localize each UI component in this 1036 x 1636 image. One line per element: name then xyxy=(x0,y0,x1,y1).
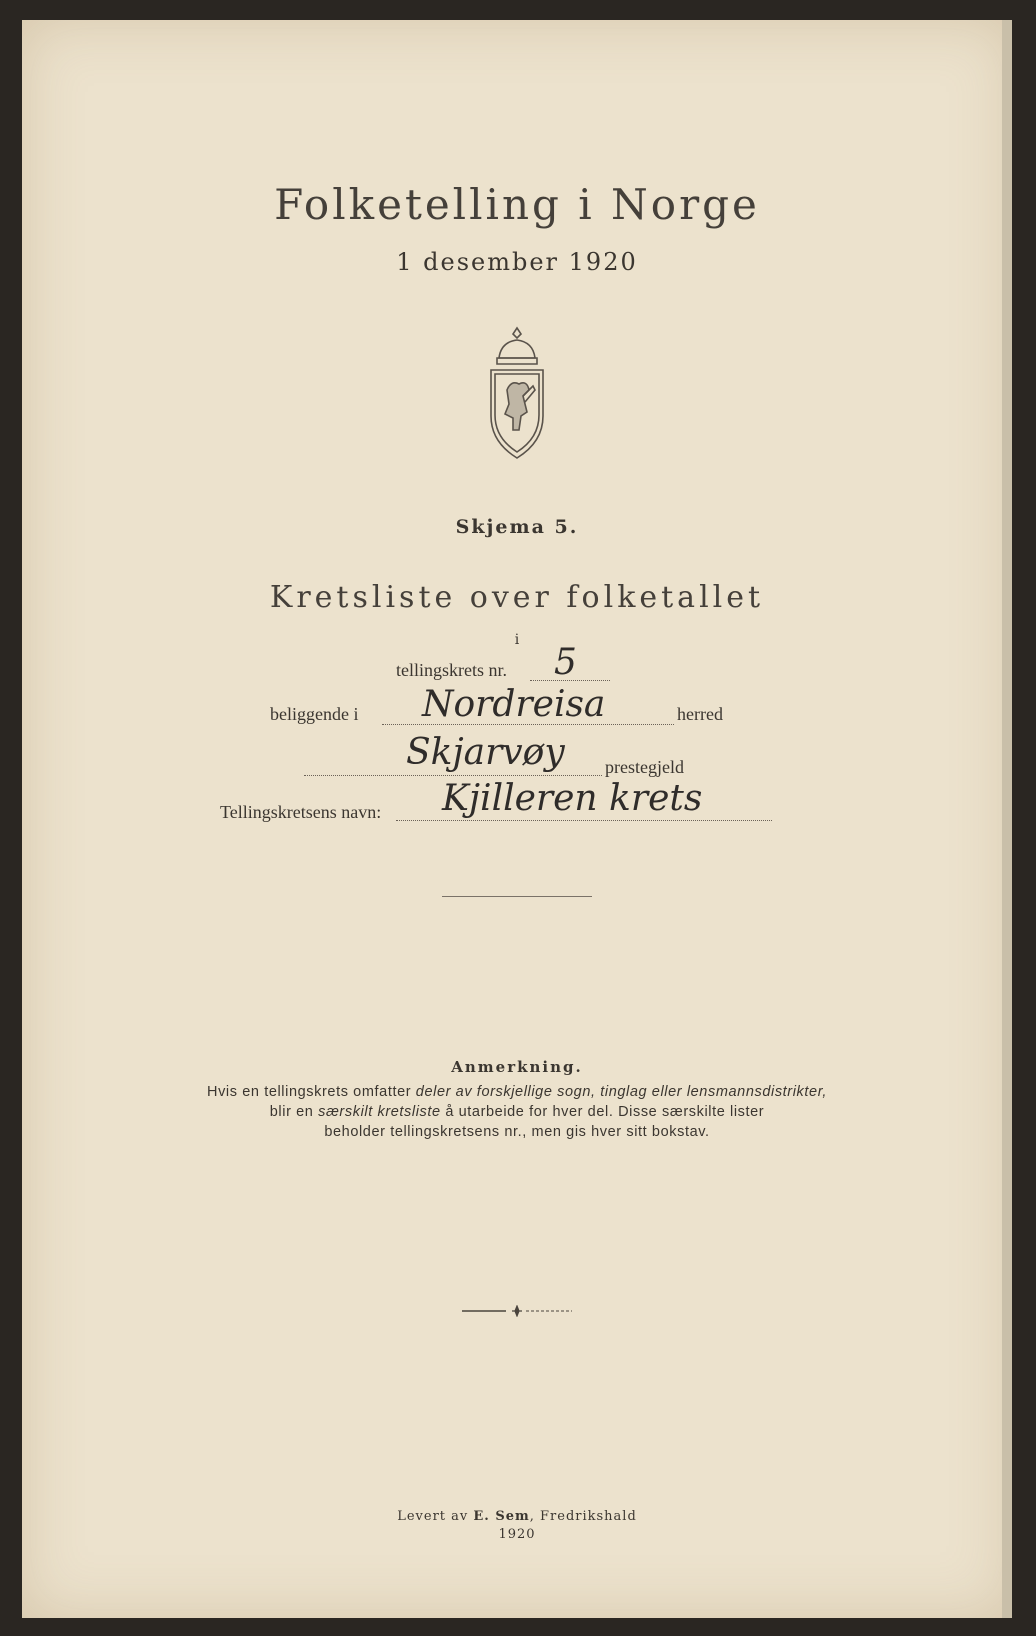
census-form-page xyxy=(22,20,1012,1618)
ornament-divider-icon xyxy=(462,1305,572,1317)
prestegjeld-value: Skjarvøy xyxy=(406,732,565,773)
note-text xyxy=(22,1082,1012,1142)
herred-label: herred xyxy=(677,704,723,724)
note-line2-c: å utarbeide for hver del. Disse særskilte lister xyxy=(440,1104,765,1120)
note-line2-b: særskilt kretsliste xyxy=(318,1104,441,1120)
beliggende-label: beliggende i xyxy=(270,704,359,724)
navn-value: Kjilleren krets xyxy=(442,778,703,819)
printer-footer xyxy=(22,1508,1012,1544)
note-line3: beholder tellingskretsens nr., men gis hver sitt bokstav. xyxy=(324,1124,710,1140)
preposition-i: i xyxy=(514,632,520,648)
footer-year: 1920 xyxy=(498,1527,536,1542)
schema-number: Skjema 5. xyxy=(455,516,579,538)
document-title: Folketelling i Norge xyxy=(274,180,760,229)
list-title: Kretsliste over folketallet xyxy=(269,580,765,615)
krets-value: 5 xyxy=(554,642,577,683)
document-date: 1 desember 1920 xyxy=(396,248,638,276)
footer-levert: Levert av xyxy=(397,1509,474,1524)
footer-city: , Fredrikshald xyxy=(529,1509,637,1524)
herred-value: Nordreisa xyxy=(422,684,606,725)
krets-label: tellingskrets nr. xyxy=(396,660,507,680)
note-line2-a: blir en xyxy=(269,1104,319,1120)
note-line1-b: deler av forskjellige sogn, tinglag eller lensmannsdistrikter, xyxy=(415,1084,827,1100)
note-heading: Anmerkning. xyxy=(451,1058,583,1076)
prestegjeld-label: prestegjeld xyxy=(605,757,684,777)
prestegjeld-fill-line xyxy=(304,775,602,776)
navn-label: Tellingskretsens navn: xyxy=(220,802,382,822)
norwegian-coat-of-arms-icon xyxy=(477,320,557,470)
footer-printer-name: E. Sem xyxy=(473,1509,530,1524)
note-line1-a: Hvis en tellingskrets omfatter xyxy=(207,1084,416,1100)
navn-fill-line xyxy=(396,820,772,821)
divider-line xyxy=(442,896,592,897)
